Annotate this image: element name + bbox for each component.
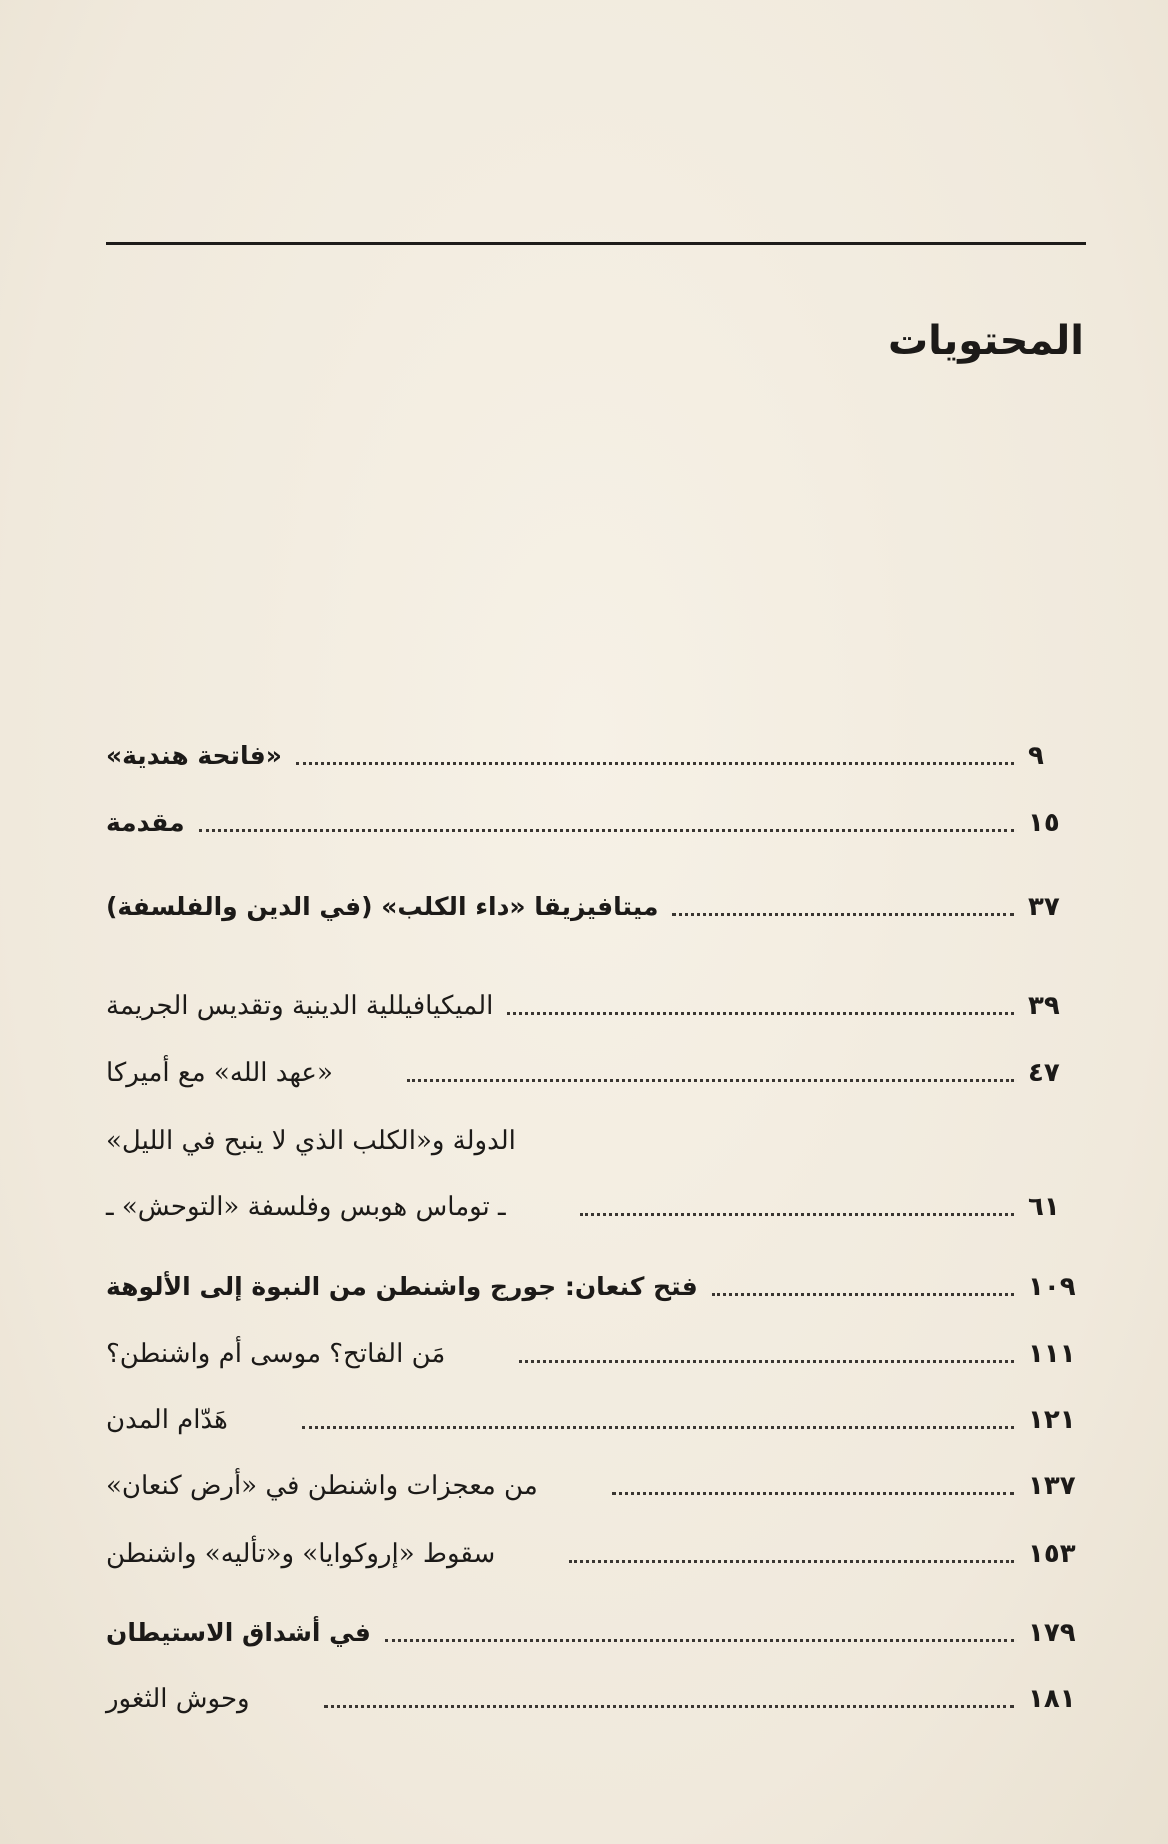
toc-entry-religious-machiavellianism[interactable] — [106, 982, 1086, 1026]
toc-entry-title: في أشداق الاستيطان — [106, 1618, 371, 1647]
toc-entry-title: سقوط «إروكوايا» و«تأليه» واشنطن — [106, 1539, 496, 1569]
toc-entry-metaphysics-rabies[interactable] — [106, 883, 1086, 927]
toc-entry-hobbes[interactable] — [106, 1183, 1086, 1227]
toc-entry-page: ١٧٩ — [1028, 1618, 1076, 1648]
toc-entry-page: ١١١ — [1028, 1339, 1076, 1369]
toc-entry-page: ٤٧ — [1028, 1058, 1060, 1088]
toc-entry-title: مَن الفاتح؟ موسى أم واشنطن؟ — [106, 1339, 446, 1369]
toc-entry-title: ميتافيزيقا «داء الكلب» (في الدين والفلسفة) — [106, 892, 659, 921]
toc-entry-title: الدولة و«الكلب الذي لا ينبح في الليل» — [106, 1126, 516, 1156]
toc-entry-fall-iroquois[interactable] — [106, 1530, 1086, 1574]
toc-entry-title: مقدمة — [106, 808, 185, 837]
dot-leader — [580, 1213, 1014, 1216]
dot-leader — [296, 762, 1014, 765]
toc-entry-page: ١٥٣ — [1028, 1539, 1076, 1569]
top-rule — [106, 242, 1086, 245]
dot-leader — [519, 1360, 1014, 1363]
dot-leader — [407, 1079, 1014, 1082]
toc-entry-title: فتح كنعان: جورج واشنطن من النبوة إلى الألوهة — [106, 1272, 698, 1301]
toc-entry-page: ١٨١ — [1028, 1684, 1076, 1714]
dot-leader — [199, 829, 1014, 832]
dot-leader — [507, 1012, 1014, 1015]
toc-entry-miracles-washington[interactable] — [106, 1462, 1086, 1506]
dot-leader — [324, 1705, 1014, 1708]
dot-leader — [712, 1293, 1014, 1296]
toc-entry-indian-prologue[interactable] — [106, 732, 1086, 776]
toc-entry-title: الميكيافيللية الدينية وتقديس الجريمة — [106, 991, 494, 1021]
toc-entry-frontier-beasts[interactable] — [106, 1675, 1086, 1719]
toc-entry-state-dog[interactable] — [106, 1117, 1086, 1161]
toc-entry-page: ١٠٩ — [1028, 1272, 1076, 1302]
toc-entry-jaws-settlement[interactable] — [106, 1609, 1086, 1653]
toc-entry-page: ٦١ — [1028, 1192, 1060, 1222]
dot-leader — [385, 1639, 1014, 1642]
dot-leader — [302, 1426, 1014, 1429]
toc-entry-page: ٩ — [1028, 741, 1044, 771]
toc-entry-destroyer-cities[interactable] — [106, 1396, 1086, 1440]
toc-entry-page: ١٢١ — [1028, 1405, 1076, 1435]
toc-entry-title: ـ توماس هوبس وفلسفة «التوحش» ـ — [106, 1192, 506, 1222]
toc-entry-conquest-canaan[interactable] — [106, 1263, 1086, 1307]
dot-leader — [569, 1560, 1014, 1563]
toc-entry-who-conqueror[interactable] — [106, 1330, 1086, 1374]
toc-entry-covenant-america[interactable] — [106, 1049, 1086, 1093]
toc-entry-title: هَدّام المدن — [106, 1405, 228, 1435]
toc-entry-introduction[interactable] — [106, 799, 1086, 843]
toc-entry-page: ١٥ — [1028, 808, 1060, 838]
dot-leader — [612, 1492, 1014, 1495]
toc-entry-title: وحوش الثغور — [106, 1684, 250, 1714]
dot-leader — [672, 913, 1014, 916]
page-title: المحتويات — [887, 318, 1084, 364]
toc-entry-title: «فاتحة هندية» — [106, 741, 282, 770]
toc-entry-page: ١٣٧ — [1028, 1471, 1076, 1501]
toc-entry-page: ٣٩ — [1028, 991, 1060, 1021]
toc-entry-title: «عهد الله» مع أميركا — [106, 1058, 333, 1088]
toc-entry-title: من معجزات واشنطن في «أرض كنعان» — [106, 1471, 538, 1501]
toc-entry-page: ٣٧ — [1028, 892, 1060, 922]
